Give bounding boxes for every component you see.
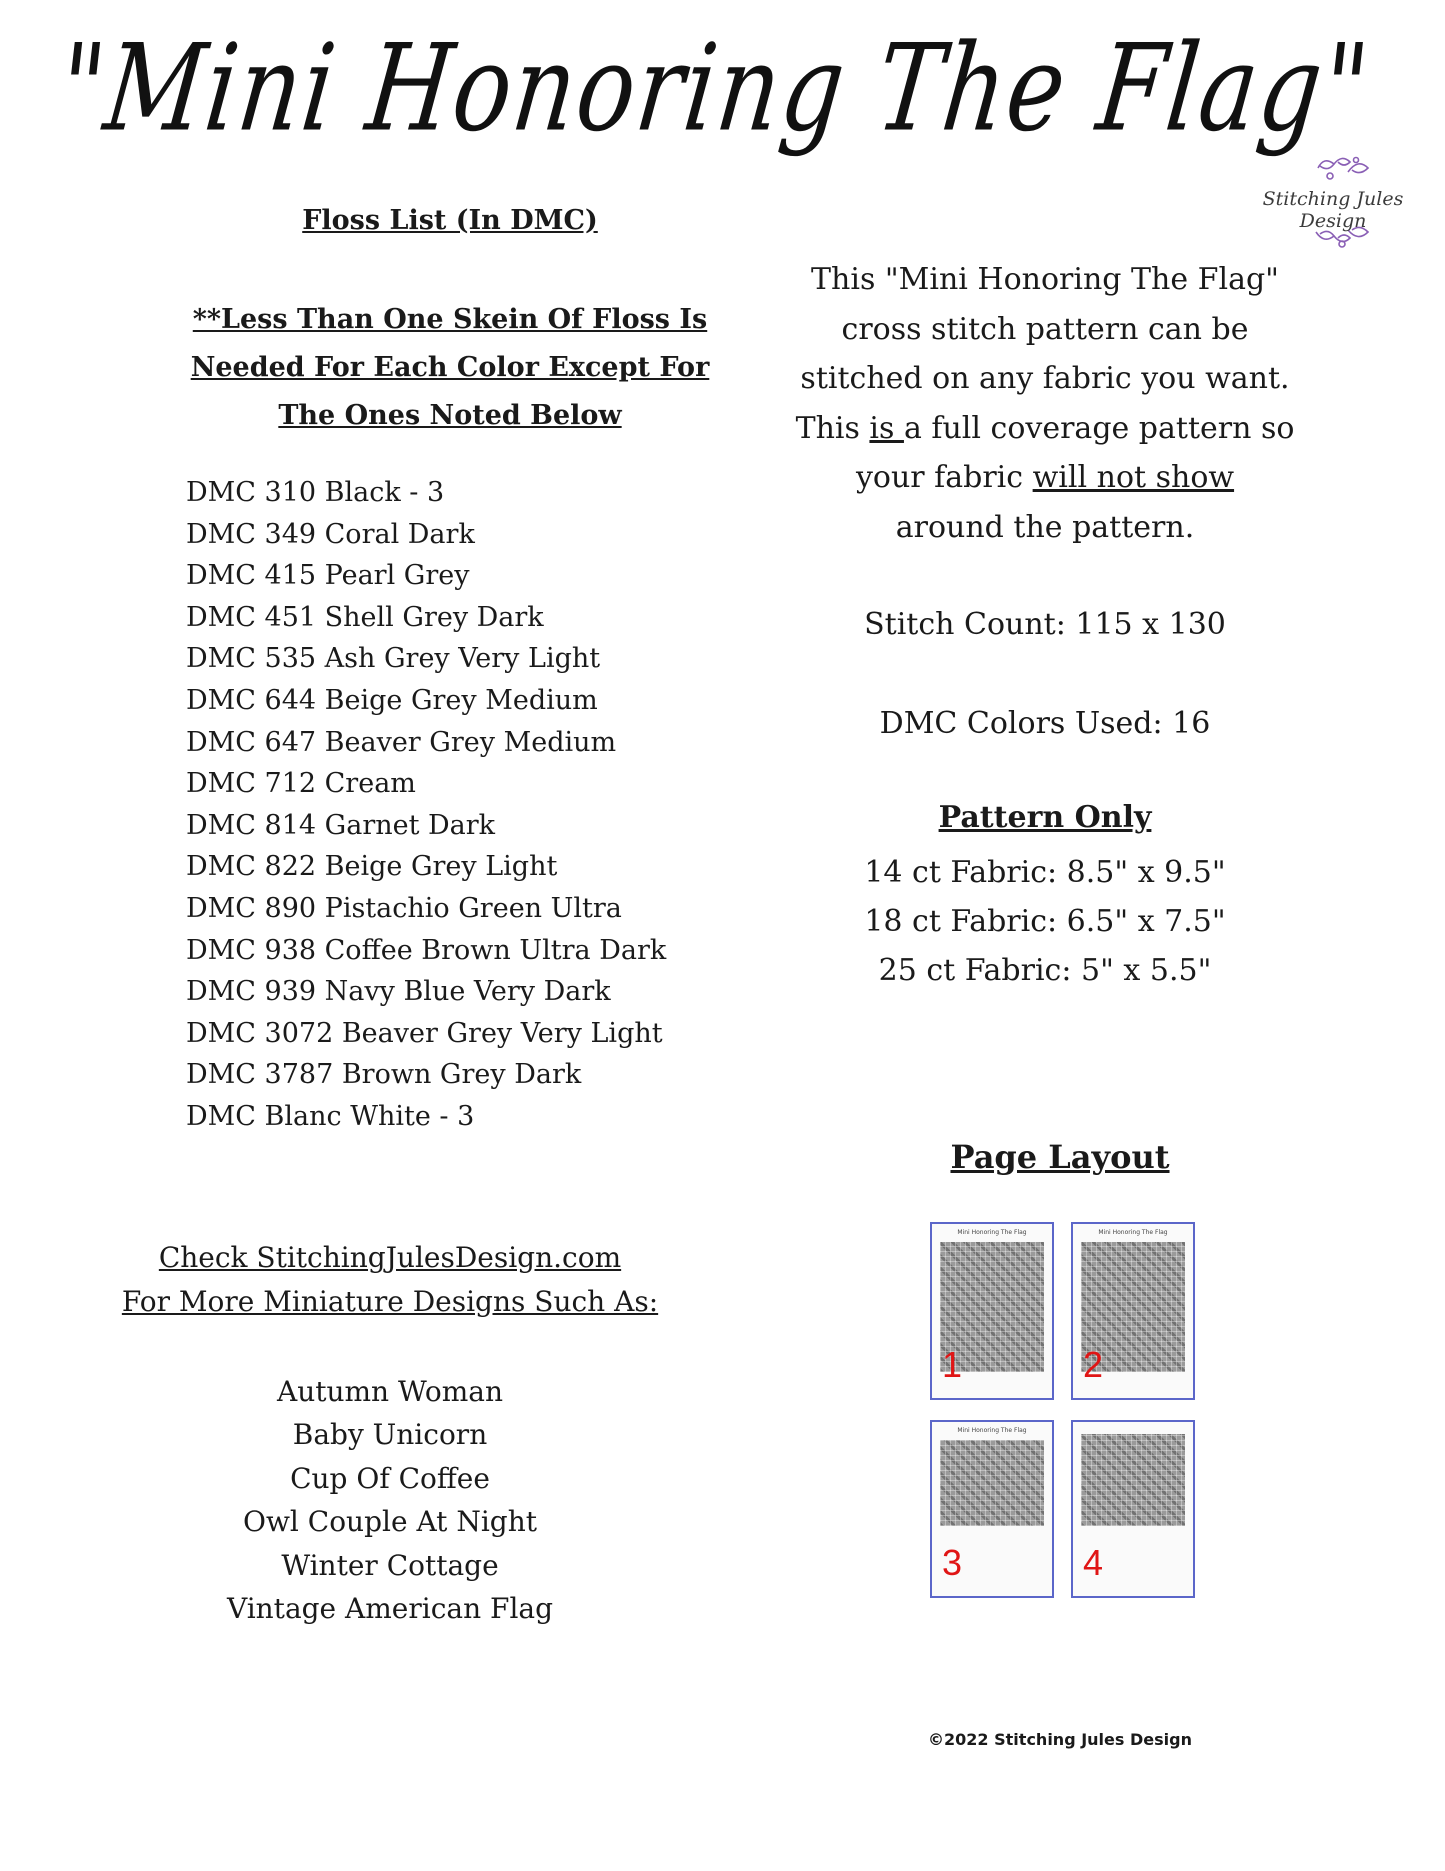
- design-item: Autumn Woman: [276, 1375, 504, 1408]
- floss-list-heading: Floss List (In DMC): [302, 205, 598, 236]
- description-text: a full coverage pattern so: [903, 410, 1295, 446]
- description-line: [790, 453, 1300, 503]
- logo-text: Stitching Jules Design: [1262, 188, 1404, 232]
- floss-item: DMC 644 Beige Grey Medium: [186, 684, 598, 716]
- description-line: stitched on any fabric you want.: [800, 361, 1290, 396]
- fabric-size-list: [790, 848, 1300, 995]
- page-title: "Mini Honoring The Flag": [52, 18, 1378, 158]
- skein-note: [180, 296, 720, 440]
- floss-item: DMC Blanc White - 3: [186, 1100, 475, 1132]
- website-promo: [110, 1236, 670, 1324]
- skein-note-line: Needed For Each Color Except For: [190, 352, 710, 383]
- floss-item: DMC 310 Black - 3: [186, 477, 445, 508]
- pattern-only-heading: Pattern Only: [938, 800, 1152, 835]
- design-item: Vintage American Flag: [226, 1592, 554, 1626]
- description-text: This: [795, 410, 870, 446]
- floss-list: [186, 472, 666, 1138]
- pattern-grid-preview: [940, 1440, 1044, 1526]
- design-item: Winter Cottage: [281, 1548, 499, 1582]
- page-number: 1: [942, 1344, 963, 1385]
- design-item: Baby Unicorn: [292, 1418, 488, 1452]
- floss-item: DMC 822 Beige Grey Light: [186, 851, 558, 883]
- description-line: This "Mini Honoring The Flag": [811, 262, 1279, 297]
- promo-subline: For More Miniature Designs Such As:: [121, 1285, 659, 1318]
- floss-item: DMC 451 Shell Grey Dark: [186, 601, 544, 633]
- floss-item: DMC 3787 Brown Grey Dark: [186, 1059, 582, 1091]
- floss-item: DMC 814 Garnet Dark: [186, 809, 496, 841]
- pattern-grid-preview: [1081, 1434, 1185, 1526]
- fabric-size-item: 14 ct Fabric: 8.5" x 9.5": [864, 855, 1226, 890]
- description-emphasis: will not show: [1032, 460, 1235, 495]
- page-thumbnail-2: [1071, 1222, 1195, 1400]
- page-number: 3: [942, 1542, 963, 1583]
- colors-used: DMC Colors Used: 16: [879, 706, 1211, 741]
- design-item: Cup Of Coffee: [290, 1461, 490, 1495]
- floss-item: DMC 349 Coral Dark: [186, 518, 475, 550]
- floss-item: DMC 712 Cream: [186, 768, 416, 800]
- page-thumbnail-4: [1071, 1420, 1195, 1598]
- page-number: 2: [1083, 1344, 1104, 1385]
- design-item: Owl Couple At Night: [243, 1505, 537, 1539]
- floss-item: DMC 890 Pistachio Green Ultra: [186, 892, 622, 924]
- floss-item: DMC 939 Navy Blue Very Dark: [186, 976, 611, 1008]
- brand-logo: [1238, 150, 1428, 260]
- page-thumbnail-1: [930, 1222, 1054, 1400]
- skein-note-line: **Less Than One Skein Of Floss Is: [192, 304, 708, 335]
- floss-item: DMC 647 Beaver Grey Medium: [186, 726, 617, 758]
- related-designs-list: [110, 1370, 670, 1630]
- fabric-size-item: 25 ct Fabric: 5" x 5.5": [878, 953, 1212, 988]
- thumbnail-caption: Mini Honoring The Flag: [957, 1427, 1027, 1434]
- stitch-count: Stitch Count: 115 x 130: [864, 607, 1226, 642]
- skein-note-line: The Ones Noted Below: [278, 400, 622, 431]
- floss-item: DMC 415 Pearl Grey: [186, 560, 470, 592]
- thumbnail-caption: Mini Honoring The Flag: [957, 1229, 1027, 1236]
- description-emphasis: is: [869, 410, 904, 446]
- page-thumbnail-3: [930, 1420, 1054, 1598]
- pattern-description: [790, 255, 1300, 552]
- description-text: your fabric: [855, 460, 1033, 495]
- thumbnail-caption: Mini Honoring The Flag: [1098, 1229, 1168, 1236]
- description-line: cross stitch pattern can be: [841, 311, 1249, 347]
- floss-item: DMC 938 Coffee Brown Ultra Dark: [186, 934, 667, 966]
- description-line: [790, 404, 1300, 454]
- fabric-size-item: 18 ct Fabric: 6.5" x 7.5": [864, 904, 1226, 939]
- floss-item: DMC 535 Ash Grey Very Light: [186, 643, 601, 675]
- description-line: around the pattern.: [895, 509, 1195, 545]
- copyright-notice: ©2022 Stitching Jules Design: [928, 1730, 1192, 1749]
- floss-item: DMC 3072 Beaver Grey Very Light: [186, 1017, 663, 1049]
- page-number: 4: [1083, 1542, 1104, 1583]
- website-link[interactable]: Check StitchingJulesDesign.com: [158, 1241, 622, 1274]
- page-layout-heading: Page Layout: [950, 1138, 1170, 1176]
